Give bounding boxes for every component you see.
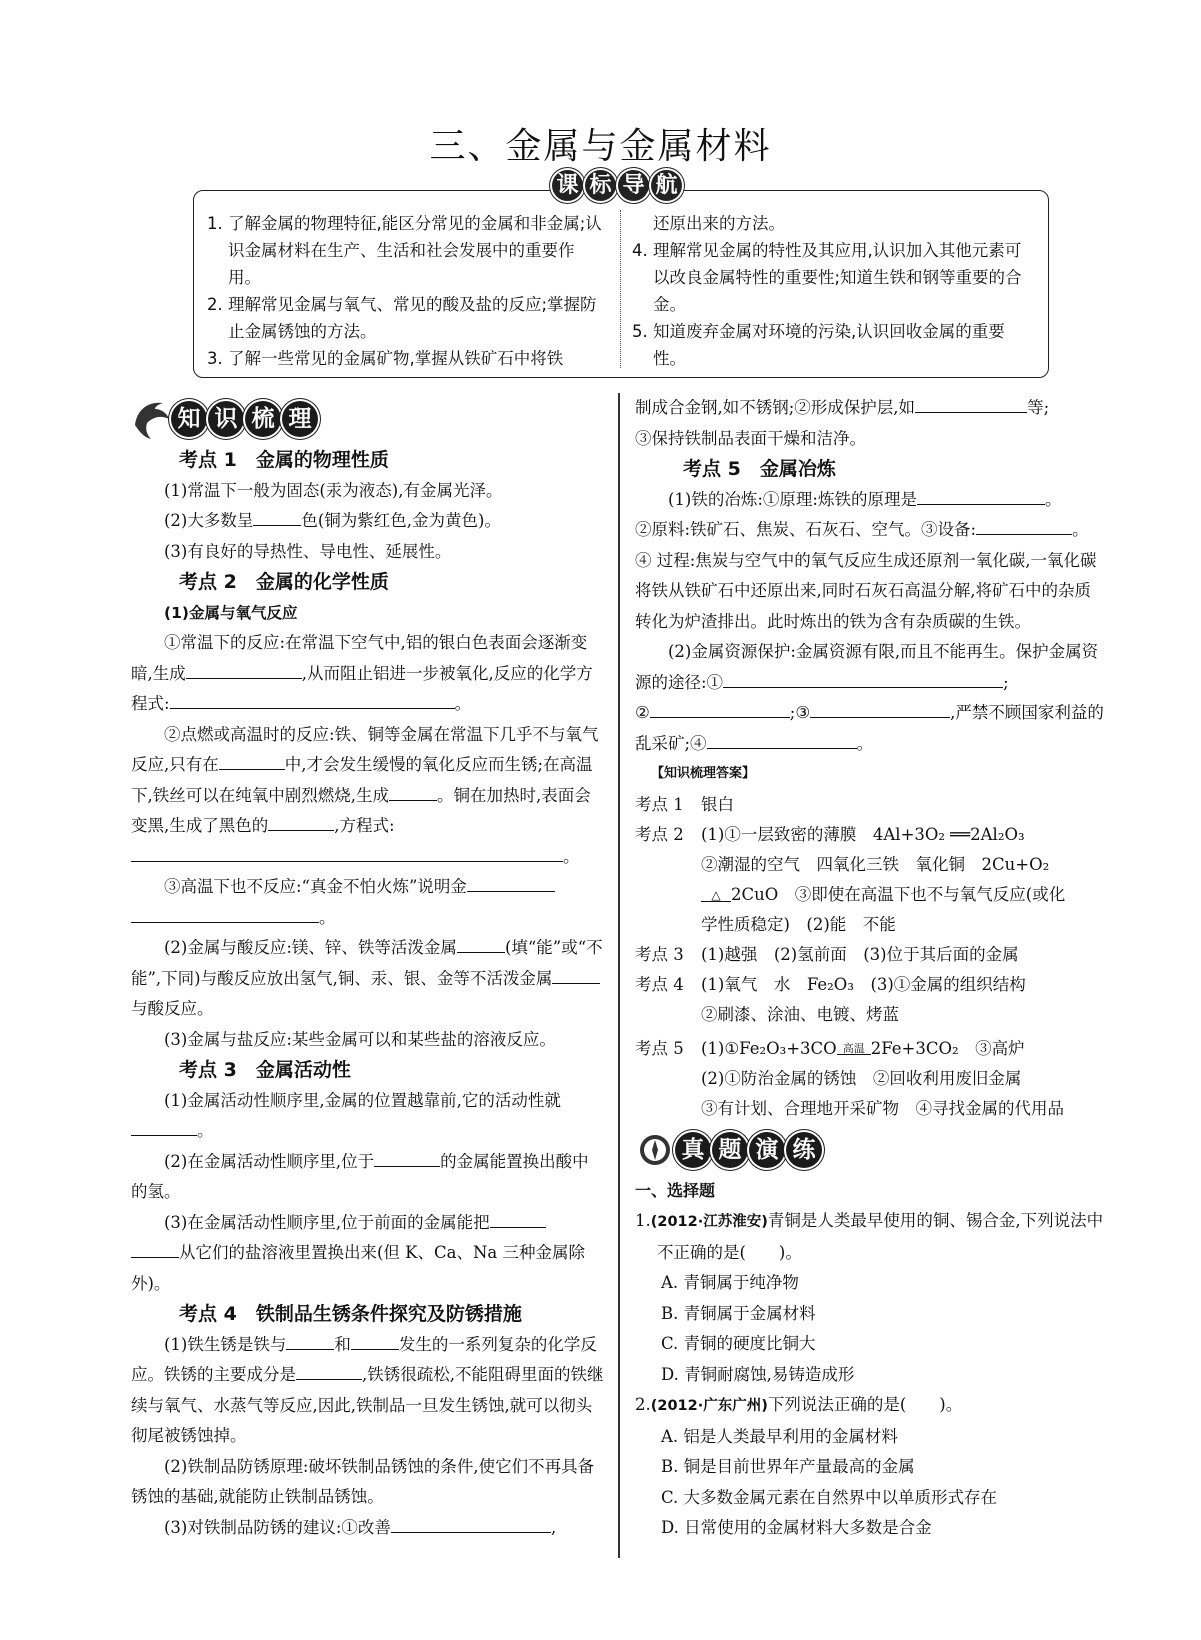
paragraph: (1)常温下一般为固态(汞为液态),有金属光泽。	[164, 480, 503, 500]
goals-badge	[552, 170, 694, 206]
paragraph: ②点燃或高温时的反应:铁、铜等金属在常温下几乎不与氧气反应,只有在 中,才会发生缓慢的氧化反应而生锈;在高温下,铁丝可以在纯氧中剧烈燃烧,生成 。铜在加热时,表面会变黑,生成了黑色的 ,方程式: 。	[131, 724, 599, 866]
goal-item: 还原出来的方法。	[653, 214, 785, 233]
goal-item: 3. 了解一些常见的金属矿物,掌握从铁矿石中将铁	[207, 349, 564, 368]
answer-row: ②潮湿的空气 四氧化三铁 氧化铜 2Cu+O₂	[701, 854, 1050, 874]
right-column	[635, 393, 1105, 1544]
paragraph: (1)铁生锈是铁与 和 发生的一系列复杂的化学反应。铁锈的主要成分是 ,铁锈很疏松,不能阻碍里面的铁继续与氧气、水蒸气等反应,因此,铁制品一旦发生锈蚀,就可以彻头彻尾被锈蚀掉。	[131, 1330, 605, 1452]
paragraph: (2)铁制品防锈原理:破坏铁制品锈蚀的条件,使它们不再具备锈蚀的基础,就能防止铁制品锈蚀。	[131, 1456, 595, 1506]
goal-item: 2. 理解常见金属与氧气、常见的酸及盐的反应;掌握防止金属锈蚀的方法。	[207, 295, 597, 341]
section-heading: 考点 2 金属的化学性质	[179, 571, 389, 593]
paragraph: (2)金属资源保护:金属资源有限,而且不能再生。保护金属资源的途径:① ; ② ;③ ,严禁不顾国家利益的乱采矿;④ 。	[635, 642, 1104, 753]
section-heading: 考点 4 铁制品生锈条件探究及防锈措施	[179, 1303, 522, 1325]
option: B. 青铜属于金属材料	[661, 1303, 816, 1323]
column-divider	[618, 393, 620, 1558]
paragraph: (2)金属与酸反应:镁、锌、铁等活泼金属 (填“能”或“不能”,下同)与酸反应放出氢气,铜、汞、银、金等不活泼金属与酸反应。	[131, 933, 605, 1025]
paragraph: 制成合金钢,如不锈钢;②形成保护层,如 等;	[635, 393, 1105, 424]
answer-row: 考点 5 (1)①Fe₂O₃+3CO 高温 2Fe+3CO₂ ③高炉	[635, 1038, 1025, 1058]
banner-char: 理	[282, 401, 318, 437]
paragraph: (3)金属与盐反应:某些金属可以和某些盐的溶液反应。	[164, 1029, 556, 1049]
paragraph: (3)对铁制品防锈的建议:①改善 ,	[131, 1513, 605, 1544]
option: A. 青铜属于纯净物	[661, 1273, 799, 1292]
paragraph: (1)铁的冶炼:①原理:炼铁的原理是 。	[635, 485, 1105, 516]
dolphin-icon	[131, 395, 171, 441]
answers-heading: 【知识梳理答案】	[651, 766, 756, 781]
subheading: (1)金属与氧气反应	[164, 603, 298, 622]
answer-row: (2)①防治金属的锈蚀 ②回收利用废旧金属	[701, 1068, 1022, 1088]
banner-char: 真	[675, 1132, 711, 1168]
goals-divider	[620, 210, 621, 368]
goals-left-column	[207, 210, 602, 372]
banner-char: 识	[208, 401, 244, 437]
option: D. 青铜耐腐蚀,易铸造成形	[661, 1364, 855, 1384]
paragraph: ④ 过程:焦炭与空气中的氧气反应生成还原剂一氧化碳,一氧化碳将铁从铁矿石中还原出来,同时石灰石高温分解,将矿石中的杂质转化为炉渣排出。此时炼出的铁为含有杂质碳的生铁。	[635, 550, 1097, 631]
question: 2.(2012·广东广州)下列说法正确的是( )。	[635, 1395, 963, 1414]
knowledge-banner	[131, 393, 605, 445]
option: A. 铝是人类最早利用的金属材料	[661, 1426, 898, 1446]
banner-char: 梳	[245, 401, 281, 437]
answer-row: 考点 1 银白	[635, 794, 734, 814]
question: 1.(2012·江苏淮安)青铜是人类最早使用的铜、锡合金,下列说法中不正确的是( )。	[635, 1211, 1104, 1262]
goals-badge-char: 课	[552, 170, 583, 201]
option: B. 铜是目前世界年产量最高的金属	[661, 1457, 915, 1476]
goal-item: 4. 理解常见金属的特性及其应用,认识加入其他元素可以改良金属特性的重要性;知道生铁和钢等重要的合金。	[632, 241, 1022, 314]
option: D. 日常使用的金属材料大多数是合金	[661, 1518, 932, 1537]
goals-badge-char: 导	[618, 170, 649, 201]
banner-char: 演	[749, 1132, 785, 1168]
paragraph: (1)金属活动性顺序里,金属的位置越靠前,它的活动性就。	[131, 1086, 605, 1147]
left-column	[131, 393, 605, 1543]
answer-row: ③有计划、合理地开采矿物 ④寻找金属的代用品	[701, 1098, 1064, 1118]
question-section-title: 一、选择题	[635, 1180, 716, 1200]
paragraph: ③高温下也不反应:“真金不怕火炼”说明金 。	[131, 872, 605, 933]
answer-row: 考点 2 (1)①一层致密的薄膜 4Al+3O₂ ══2Al₂O₃	[635, 824, 1025, 844]
banner-char: 知	[171, 401, 207, 437]
answer-row: 学性质稳定) (2)能 不能	[701, 914, 896, 934]
answer-row: △ 2CuO ③即使在高温下也不与氧气反应(或化	[635, 880, 1105, 910]
paragraph: (3)在金属活动性顺序里,位于前面的金属能把 从它们的盐溶液里置换出来(但 K、Ca、Na 三种金属除外)。	[131, 1208, 605, 1300]
section-heading: 考点 3 金属活动性	[179, 1059, 351, 1081]
paragraph: (2)大多数呈 色(铜为紫红色,金为黄色)。	[131, 506, 605, 537]
goals-badge-char: 航	[651, 170, 682, 201]
banner-char: 题	[712, 1132, 748, 1168]
answers	[635, 790, 1105, 1124]
paragraph: ③保持铁制品表面干燥和洁净。	[635, 428, 866, 448]
section-heading: 考点 1 金属的物理性质	[179, 449, 389, 471]
goals-right-column	[632, 210, 1032, 372]
answer-row: ②刷漆、涂油、电镀、烤蓝	[701, 1004, 899, 1024]
option: C. 青铜的硬度比铜大	[661, 1334, 816, 1353]
exam-practice-banner	[635, 1124, 1105, 1176]
paragraph: (2)在金属活动性顺序里,位于 的金属能置换出酸中的氢。	[131, 1147, 605, 1208]
page-title: 三、金属与金属材料	[429, 126, 772, 167]
goal-item: 5. 知道废弃金属对环境的污染,认识回收金属的重要性。	[632, 322, 1005, 368]
goal-item: 1. 了解金属的物理特征,能区分常见的金属和非金属;认识金属材料在生产、生活和社会发展中的重要作用。	[207, 214, 602, 287]
paragraph: ①常温下的反应:在常温下空气中,铝的银白色表面会逐渐变暗,生成 ,从而阻止铝进一步被氧化,反应的化学方程式: 。	[131, 633, 593, 713]
paragraph: (3)有良好的导热性、导电性、延展性。	[164, 541, 452, 561]
compass-icon	[635, 1126, 675, 1172]
option: C. 大多数金属元素在自然界中以单质形式存在	[661, 1487, 998, 1507]
goals-badge-char: 标	[585, 170, 616, 201]
answer-row: 考点 3 (1)越强 (2)氢前面 (3)位于其后面的金属	[635, 944, 1019, 964]
answer-row: 考点 4 (1)氧气 水 Fe₂O₃ (3)①金属的组织结构	[635, 974, 1026, 994]
banner-char: 练	[786, 1132, 822, 1168]
paragraph: ②原料:铁矿石、焦炭、石灰石、空气。③设备: 。	[635, 515, 1105, 546]
section-heading: 考点 5 金属冶炼	[683, 458, 836, 480]
